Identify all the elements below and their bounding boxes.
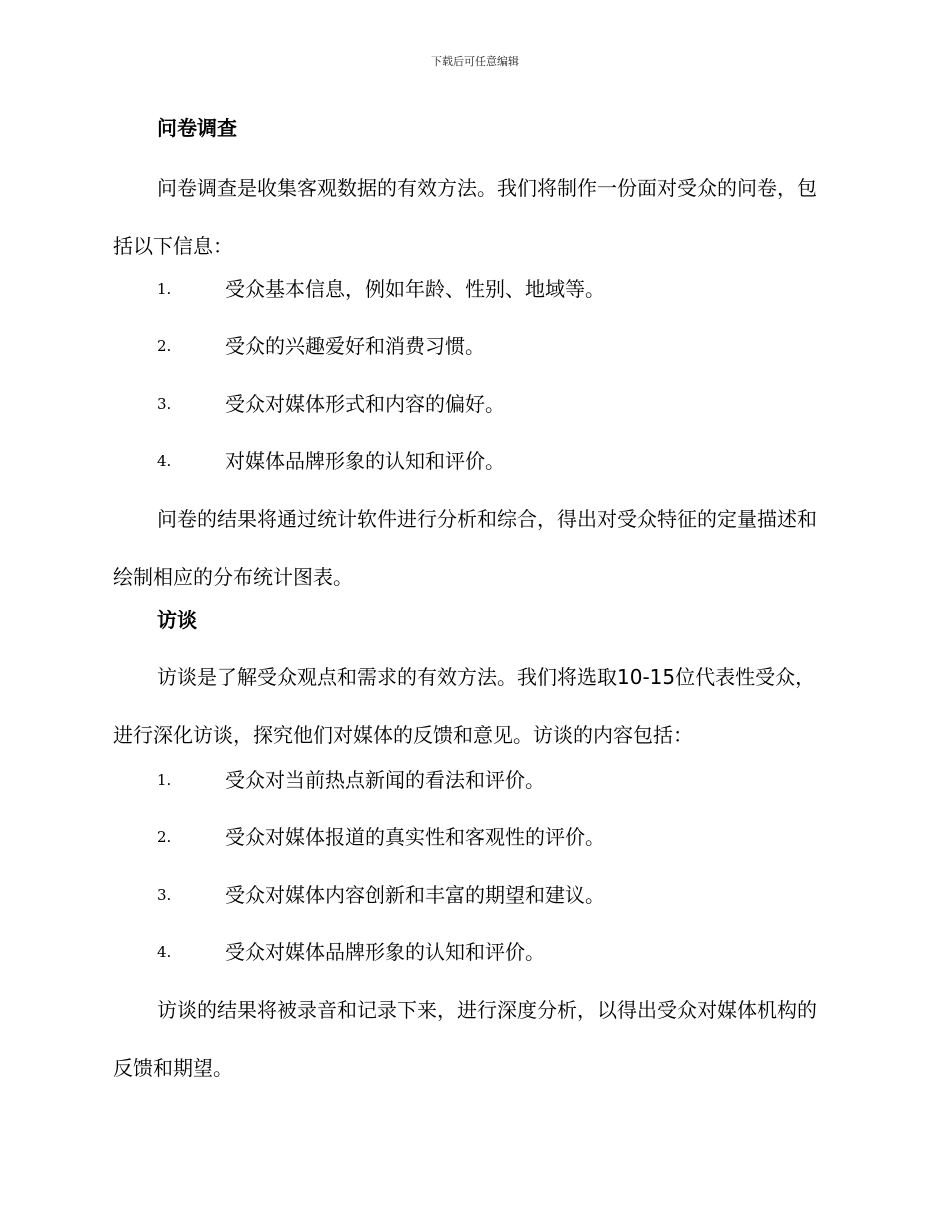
section-heading-questionnaire: 问卷调查 (157, 116, 237, 140)
list-item (157, 765, 837, 795)
list-text: 对媒体品牌形象的认知和评价。 (225, 449, 505, 473)
list-number: 1. (157, 771, 172, 789)
list-number: 2. (157, 828, 172, 846)
list-text: 受众对媒体品牌形象的认知和评价。 (225, 940, 545, 964)
list-text: 受众对媒体报道的真实性和客观性的评价。 (225, 825, 605, 849)
list-item (157, 389, 837, 419)
list-item (157, 331, 837, 361)
section-conclusion-questionnaire: 问卷的结果将通过统计软件进行分析和综合，得出对受众特征的定量描述和绘制相应的分布统计图表。 (113, 507, 817, 589)
list-number: 3. (157, 886, 172, 904)
section-heading-interview: 访谈 (157, 608, 197, 632)
list-number: 3. (157, 395, 172, 413)
section-intro-interview: 访谈是了解受众观点和需求的有效方法。我们将选取10-15位代表性受众，进行深化访谈，探究他们对媒体的反馈和意见。访谈的内容包括： (113, 665, 816, 747)
list-text: 受众的兴趣爱好和消费习惯。 (225, 334, 485, 358)
section-intro-questionnaire: 问卷调查是收集客观数据的有效方法。我们将制作一份面对受众的问卷，包括以下信息： (113, 176, 817, 258)
list-number: 4. (157, 943, 172, 961)
list-number: 1. (157, 280, 172, 298)
page-header: 下载后可任意编辑 (431, 55, 519, 68)
list-text: 受众对当前热点新闻的看法和评价。 (225, 768, 545, 792)
list-number: 4. (157, 452, 172, 470)
list-text: 受众对媒体内容创新和丰富的期望和建议。 (225, 883, 605, 907)
list-text: 受众基本信息，例如年龄、性别、地域等。 (225, 277, 605, 301)
list-text: 受众对媒体形式和内容的偏好。 (225, 392, 505, 416)
list-number: 2. (157, 337, 172, 355)
list-item (157, 274, 837, 304)
list-item (157, 937, 837, 967)
list-item (157, 446, 837, 476)
list-item (157, 822, 837, 852)
section-conclusion-interview: 访谈的结果将被录音和记录下来，进行深度分析，以得出受众对媒体机构的反馈和期望。 (113, 998, 817, 1080)
list-item (157, 880, 837, 910)
